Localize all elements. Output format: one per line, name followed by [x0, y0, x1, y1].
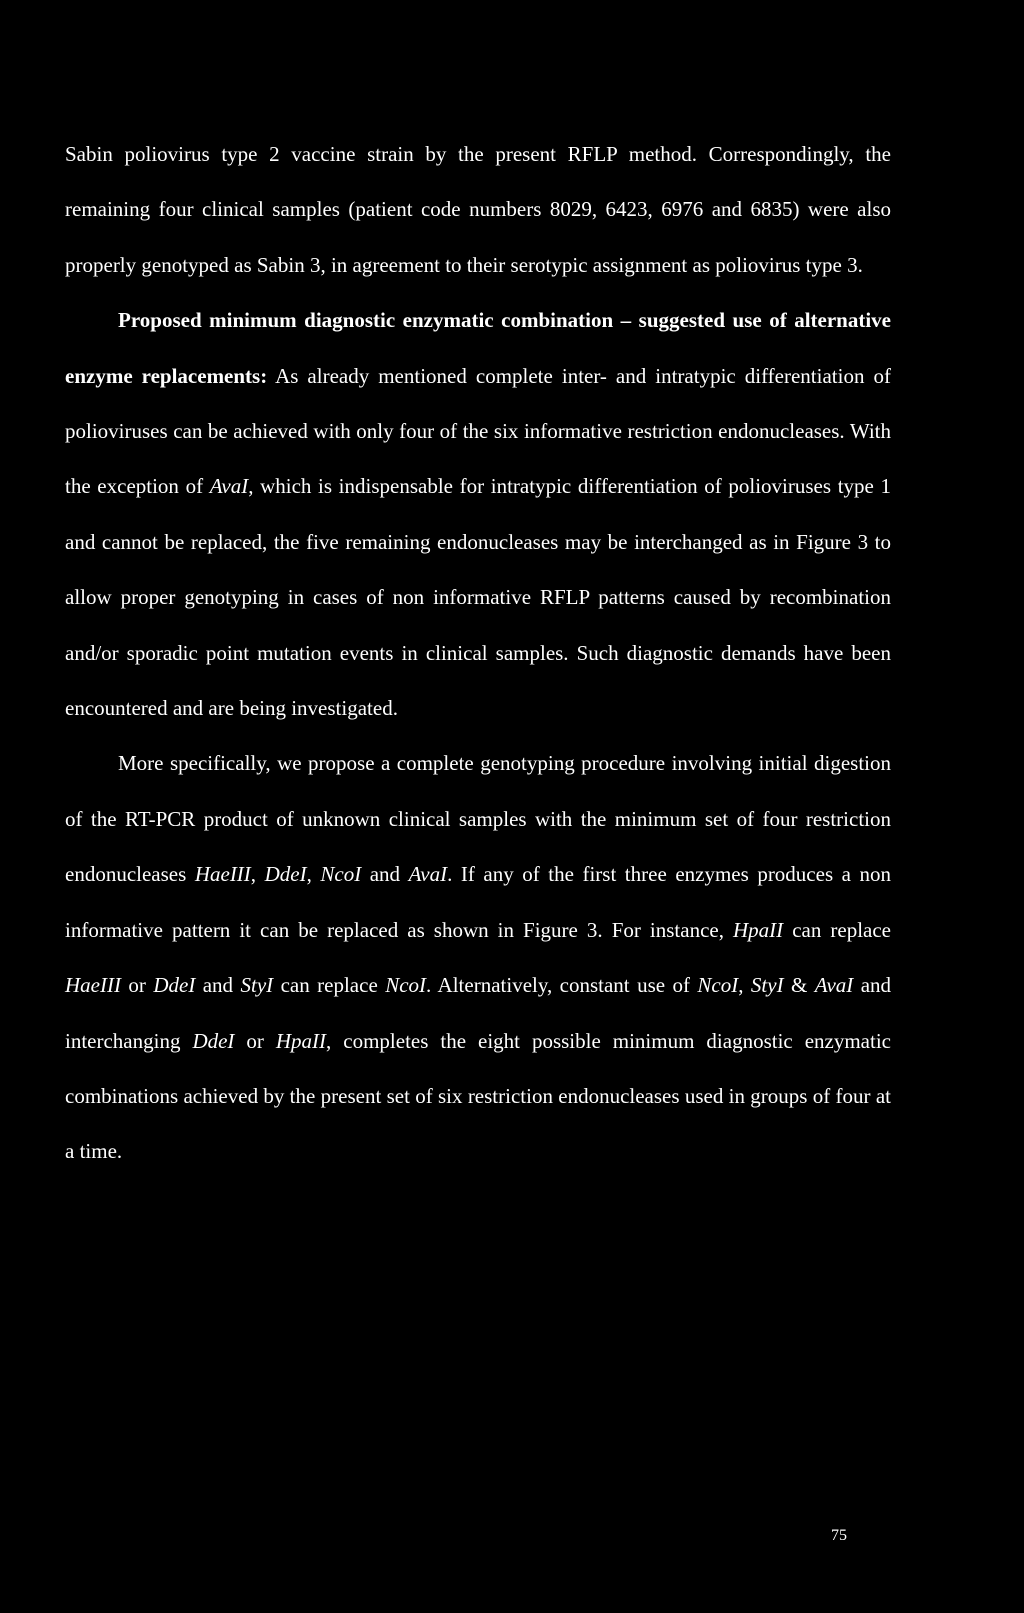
- enzyme-name: AvaI: [814, 973, 854, 998]
- paragraph-2: [65, 293, 891, 736]
- enzyme-name: NcoI: [697, 973, 739, 998]
- enzyme-name: DdeI: [153, 973, 196, 998]
- paragraph-3-text: can replace: [273, 973, 386, 998]
- paragraph-2-text: As already mentioned complete inter- and intratypic differentiation of polioviruses can be achieved with only four of the six informative restriction endonucleases. With the exception of: [65, 363, 891, 499]
- paragraph-3: [65, 736, 891, 1179]
- paragraph-3-text: and interchanging: [65, 973, 892, 1053]
- enzyme-name: NcoI: [385, 973, 427, 998]
- paragraph-3-text: . If any of the first three enzymes produces a non informative pattern it can be replaced as shown in Figure 3. For instance,: [65, 862, 892, 942]
- paragraph-3-text: &: [783, 973, 815, 998]
- paragraph-3-text: . Alternatively, constant use of: [426, 973, 698, 998]
- paragraph-3-text: and: [361, 862, 409, 887]
- enzyme-name: AvaI: [408, 862, 448, 887]
- paragraph-1-text: Sabin poliovirus type 2 vaccine strain by the present RFLP method. Correspondingly, the remaining four clinical samples (patient code numbers 8029, 6423, 6976 and 6835) were also properly genotyped as Sabin 3, in agreement to their serotypic assignment as poliovirus type 3.: [65, 142, 891, 277]
- paragraph-3-text: can replace: [783, 917, 891, 942]
- enzyme-name: HaeIII: [194, 862, 251, 887]
- paragraph-3-text: ,: [306, 862, 321, 887]
- paragraph-3-text: ,: [250, 862, 265, 887]
- paragraph-3-text: , completes the eight possible minimum diagnostic enzymatic combinations achieved by the present set of six restriction endonucleases used in groups of four at a time.: [65, 1028, 891, 1164]
- paragraph-3-text: and: [195, 973, 241, 998]
- enzyme-name: AvaI: [209, 474, 249, 499]
- enzyme-name: NcoI: [320, 862, 362, 887]
- enzyme-name: DdeI: [192, 1028, 235, 1053]
- paragraph-3-text: or: [120, 973, 154, 998]
- enzyme-name: DdeI: [264, 862, 307, 887]
- page-number: 75: [831, 1527, 847, 1544]
- enzyme-name: StyI: [750, 973, 784, 998]
- enzyme-name: HpaII: [275, 1028, 327, 1053]
- enzyme-name: HaeIII: [65, 973, 121, 998]
- paragraph-3-text: or: [234, 1028, 276, 1053]
- enzyme-name: HpaII: [733, 917, 784, 942]
- paragraph-3-text: More specifically, we propose a complete genotyping procedure involving initial digestion of the RT-PCR product of unknown clinical samples with the minimum set of four restriction endonucleases: [65, 751, 891, 887]
- enzyme-name: StyI: [240, 973, 274, 998]
- section-heading: Proposed minimum diagnostic enzymatic combination – suggested use of alternative enzyme replacements:: [65, 308, 891, 388]
- page-body: [65, 127, 891, 1180]
- paragraph-3-text: ,: [738, 973, 751, 998]
- paragraph-1: [65, 127, 891, 293]
- paragraph-2-text: , which is indispensable for intratypic differentiation of polioviruses type 1 and cannot be replaced, the five remaining endonucleases may be interchanged as in Figure 3 to allow proper genotyping in cases of non informative RFLP patterns caused by recombination and/or sporadic point mutation events in clinical samples. Such diagnostic demands have been encountered and are being investigated.: [65, 474, 891, 721]
